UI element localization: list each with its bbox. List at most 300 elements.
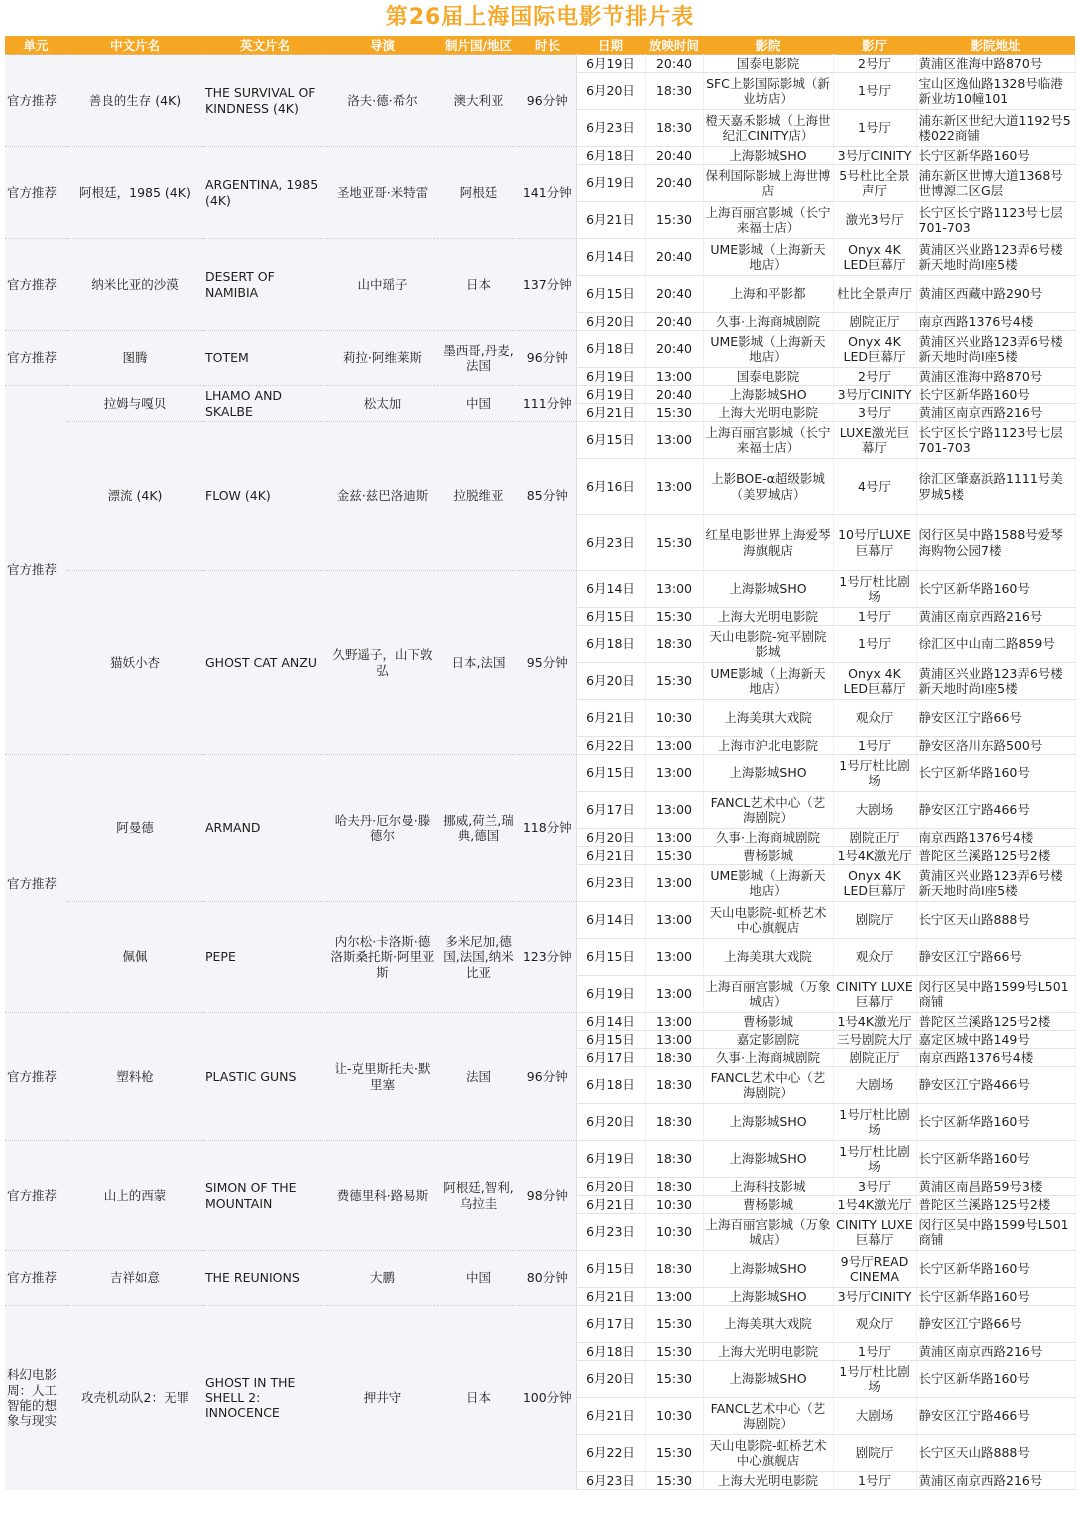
cinema-cell: 上海美琪大戏院 (703, 1306, 833, 1343)
time-cell: 20:40 (645, 55, 703, 73)
time-cell: 13:00 (645, 792, 703, 829)
cinema-cell: 上海百丽宫影城（长宁来福士店） (703, 422, 833, 459)
cinema-cell: 保利国际影城上海世博店 (703, 165, 833, 202)
cinema-cell: 天山电影院-虹桥艺术中心旗舰店 (703, 902, 833, 939)
time-cell: 15:30 (645, 202, 703, 239)
time-cell: 15:30 (645, 847, 703, 865)
hall-cell: Onyx 4K LED巨幕厅 (833, 239, 916, 276)
unit-cell: 官方推荐 (5, 331, 67, 386)
date-cell: 6月19日 (576, 368, 645, 386)
country-cell: 阿根廷,智利,乌拉圭 (438, 1141, 519, 1251)
country-cell: 中国 (438, 1251, 519, 1306)
cinema-cell: 上海美琪大戏院 (703, 939, 833, 976)
cinema-cell: 上海影城SHO (703, 1141, 833, 1178)
cinema-cell: 上海影城SHO (703, 1288, 833, 1306)
director-cell: 久野遥子，山下敦弘 (327, 571, 438, 755)
date-cell: 6月18日 (576, 147, 645, 165)
duration-cell: 123分钟 (519, 902, 576, 1013)
col-country: 制片国/地区 (438, 36, 519, 55)
address-cell: 静安区江宁路466号 (916, 1398, 1075, 1435)
time-cell: 20:40 (645, 276, 703, 313)
cinema-cell: 红星电影世界上海爱琴海旗舰店 (703, 515, 833, 571)
time-cell: 18:30 (645, 1104, 703, 1141)
cinema-cell: 橙天嘉禾影城（上海世纪汇CINITY店） (703, 110, 833, 147)
address-cell: 浦东新区世纪大道1192号5楼022商铺 (916, 110, 1075, 147)
address-cell: 闵行区吴中路1599号L501商铺 (916, 1214, 1075, 1251)
director-cell: 大鹏 (327, 1251, 438, 1306)
director-cell: 让-克里斯托夫·默里塞 (327, 1013, 438, 1141)
date-cell: 6月22日 (576, 1435, 645, 1472)
hall-cell: Onyx 4K LED巨幕厅 (833, 331, 916, 368)
schedule-body (5, 55, 1075, 1490)
col-time: 放映时间 (645, 36, 703, 55)
date-cell: 6月16日 (576, 459, 645, 515)
director-cell: 哈夫丹·厄尔曼·滕德尔 (327, 755, 438, 902)
director-cell: 松太加 (327, 386, 438, 422)
date-cell: 6月21日 (576, 404, 645, 422)
time-cell: 18:30 (645, 1067, 703, 1104)
time-cell: 20:40 (645, 239, 703, 276)
address-cell: 普陀区兰溪路125号2楼 (916, 1196, 1075, 1214)
hall-cell: 1号厅 (833, 1472, 916, 1490)
screening-row (5, 331, 1075, 368)
hall-cell: 1号厅杜比剧场 (833, 755, 916, 792)
address-cell: 黄浦区淮海中路870号 (916, 55, 1075, 73)
address-cell: 宝山区逸仙路1328号临港新业坊10幢101 (916, 73, 1075, 110)
address-cell: 黄浦区南京西路216号 (916, 404, 1075, 422)
cinema-cell: 上海影城SHO (703, 1361, 833, 1398)
duration-cell: 141分钟 (519, 147, 576, 239)
cinema-cell: 上海市沪北电影院 (703, 737, 833, 755)
duration-cell: 111分钟 (519, 386, 576, 422)
address-cell: 黄浦区南京西路216号 (916, 1472, 1075, 1490)
time-cell: 13:00 (645, 976, 703, 1013)
date-cell: 6月14日 (576, 239, 645, 276)
cinema-cell: 上海大光明电影院 (703, 404, 833, 422)
time-cell: 18:30 (645, 1049, 703, 1067)
cinema-cell: 上海影城SHO (703, 1104, 833, 1141)
date-cell: 6月23日 (576, 865, 645, 902)
address-cell: 浦东新区世博大道1368号世博源二区G层 (916, 165, 1075, 202)
director-cell: 押井守 (327, 1306, 438, 1490)
address-cell: 长宁区新华路160号 (916, 147, 1075, 165)
date-cell: 6月23日 (576, 515, 645, 571)
address-cell: 黄浦区南京西路216号 (916, 608, 1075, 626)
date-cell: 6月15日 (576, 1031, 645, 1049)
address-cell: 长宁区新华路160号 (916, 755, 1075, 792)
cinema-cell: 上海影城SHO (703, 1251, 833, 1288)
duration-cell: 96分钟 (519, 55, 576, 147)
address-cell: 黄浦区淮海中路870号 (916, 368, 1075, 386)
film-title-cn: 塑料枪 (67, 1013, 203, 1141)
time-cell: 20:40 (645, 331, 703, 368)
film-title-cn: 攻壳机动队2：无罪 (67, 1306, 203, 1490)
duration-cell: 98分钟 (519, 1141, 576, 1251)
cinema-cell: 上海影城SHO (703, 147, 833, 165)
hall-cell: 剧院厅 (833, 902, 916, 939)
cinema-cell: UME影城（上海新天地店） (703, 239, 833, 276)
film-title-en: GHOST CAT ANZU (203, 571, 327, 755)
hall-cell: 杜比全景声厅 (833, 276, 916, 313)
date-cell: 6月21日 (576, 847, 645, 865)
cinema-cell: 嘉定影剧院 (703, 1031, 833, 1049)
cinema-cell: 上海科技影城 (703, 1178, 833, 1196)
date-cell: 6月20日 (576, 1104, 645, 1141)
film-title-cn: 图腾 (67, 331, 203, 386)
cinema-cell: FANCL艺术中心（艺海剧院） (703, 792, 833, 829)
cinema-cell: 久事·上海商城剧院 (703, 1049, 833, 1067)
film-title-en: FLOW (4K) (203, 422, 327, 571)
address-cell: 静安区江宁路66号 (916, 700, 1075, 737)
date-cell: 6月23日 (576, 1214, 645, 1251)
country-cell: 日本,法国 (438, 571, 519, 755)
time-cell: 13:00 (645, 368, 703, 386)
duration-cell: 80分钟 (519, 1251, 576, 1306)
date-cell: 6月17日 (576, 1306, 645, 1343)
time-cell: 10:30 (645, 1398, 703, 1435)
film-title-en: LHAMO AND SKALBE (203, 386, 327, 422)
hall-cell: 1号4K激光厅 (833, 1013, 916, 1031)
date-cell: 6月19日 (576, 976, 645, 1013)
film-title-cn: 拉姆与嘎贝 (67, 386, 203, 422)
address-cell: 静安区洛川东路500号 (916, 737, 1075, 755)
film-title-cn: 善良的生存 (4K) (67, 55, 203, 147)
col-cn-title: 中文片名 (67, 36, 203, 55)
col-date: 日期 (576, 36, 645, 55)
hall-cell: 4号厅 (833, 459, 916, 515)
address-cell: 长宁区天山路888号 (916, 902, 1075, 939)
film-title-cn: 纳米比亚的沙漠 (67, 239, 203, 331)
film-title-en: ARGENTINA, 1985 (4K) (203, 147, 327, 239)
film-title-en: ARMAND (203, 755, 327, 902)
duration-cell: 137分钟 (519, 239, 576, 331)
cinema-cell: 久事·上海商城剧院 (703, 829, 833, 847)
screening-row (5, 755, 1075, 792)
date-cell: 6月15日 (576, 608, 645, 626)
director-cell: 内尔松·卡洛斯·德洛斯桑托斯·阿里亚斯 (327, 902, 438, 1013)
date-cell: 6月14日 (576, 1013, 645, 1031)
country-cell: 日本 (438, 239, 519, 331)
date-cell: 6月23日 (576, 110, 645, 147)
date-cell: 6月19日 (576, 386, 645, 404)
date-cell: 6月15日 (576, 422, 645, 459)
address-cell: 南京西路1376号4楼 (916, 313, 1075, 331)
cinema-cell: 国泰电影院 (703, 368, 833, 386)
date-cell: 6月20日 (576, 313, 645, 331)
hall-cell: 激光3号厅 (833, 202, 916, 239)
address-cell: 黄浦区西藏中路290号 (916, 276, 1075, 313)
time-cell: 13:00 (645, 459, 703, 515)
cinema-cell: 上海百丽宫影城（长宁来福士店） (703, 202, 833, 239)
hall-cell: 3号厅 (833, 404, 916, 422)
cinema-cell: 上海百丽宫影城（万象城店） (703, 976, 833, 1013)
time-cell: 10:30 (645, 1214, 703, 1251)
duration-cell: 96分钟 (519, 1013, 576, 1141)
screening-row (5, 422, 1075, 459)
address-cell: 普陀区兰溪路125号2楼 (916, 1013, 1075, 1031)
address-cell: 长宁区天山路888号 (916, 1435, 1075, 1472)
address-cell: 闵行区吴中路1588号爱琴海购物公园7楼 (916, 515, 1075, 571)
address-cell: 南京西路1376号4楼 (916, 1049, 1075, 1067)
date-cell: 6月15日 (576, 1251, 645, 1288)
page-title: 第26届上海国际电影节排片表 (385, 5, 695, 30)
hall-cell: CINITY LUXE巨幕厅 (833, 976, 916, 1013)
address-cell: 南京西路1376号4楼 (916, 829, 1075, 847)
hall-cell: 3号厅CINITY (833, 386, 916, 404)
cinema-cell: UME影城（上海新天地店） (703, 663, 833, 700)
date-cell: 6月21日 (576, 700, 645, 737)
address-cell: 黄浦区南京西路216号 (916, 1343, 1075, 1361)
country-cell: 澳大利亚 (438, 55, 519, 147)
address-cell: 黄浦区兴业路123弄6号楼新天地时尚I座5楼 (916, 239, 1075, 276)
hall-cell: 1号4K激光厅 (833, 1196, 916, 1214)
address-cell: 徐汇区肇嘉浜路1111号美罗城5楼 (916, 459, 1075, 515)
time-cell: 13:00 (645, 571, 703, 608)
time-cell: 13:00 (645, 1288, 703, 1306)
hall-cell: 2号厅 (833, 368, 916, 386)
date-cell: 6月21日 (576, 1288, 645, 1306)
time-cell: 15:30 (645, 1472, 703, 1490)
date-cell: 6月18日 (576, 626, 645, 663)
date-cell: 6月14日 (576, 902, 645, 939)
film-title-cn: 山上的西蒙 (67, 1141, 203, 1251)
hall-cell: 3号厅CINITY (833, 1288, 916, 1306)
film-title-cn: 阿根廷，1985 (4K) (67, 147, 203, 239)
unit-cell: 官方推荐 (5, 755, 67, 1013)
time-cell: 20:40 (645, 313, 703, 331)
col-unit: 单元 (5, 36, 67, 55)
hall-cell: 观众厅 (833, 939, 916, 976)
unit-cell: 官方推荐 (5, 239, 67, 331)
hall-cell: 10号厅LUXE巨幕厅 (833, 515, 916, 571)
hall-cell: CINITY LUXE巨幕厅 (833, 1214, 916, 1251)
director-cell: 莉拉·阿维莱斯 (327, 331, 438, 386)
film-title-cn: 漂流 (4K) (67, 422, 203, 571)
time-cell: 15:30 (645, 1306, 703, 1343)
unit-cell: 官方推荐 (5, 1013, 67, 1141)
address-cell: 普陀区兰溪路125号2楼 (916, 847, 1075, 865)
cinema-cell: 曹杨影城 (703, 847, 833, 865)
address-cell: 黄浦区兴业路123弄6号楼新天地时尚I座5楼 (916, 331, 1075, 368)
director-cell: 费德里科·路易斯 (327, 1141, 438, 1251)
time-cell: 15:30 (645, 1343, 703, 1361)
cinema-cell: 上海影城SHO (703, 755, 833, 792)
hall-cell: 1号厅 (833, 1343, 916, 1361)
screening-row (5, 1306, 1075, 1343)
film-title-en: PLASTIC GUNS (203, 1013, 327, 1141)
time-cell: 18:30 (645, 1251, 703, 1288)
date-cell: 6月19日 (576, 165, 645, 202)
hall-cell: 1号厅 (833, 626, 916, 663)
time-cell: 13:00 (645, 902, 703, 939)
country-cell: 墨西哥,丹麦,法国 (438, 331, 519, 386)
date-cell: 6月17日 (576, 1049, 645, 1067)
address-cell: 长宁区新华路160号 (916, 1251, 1075, 1288)
date-cell: 6月17日 (576, 792, 645, 829)
country-cell: 中国 (438, 386, 519, 422)
address-cell: 长宁区长宁路1123号七层701-703 (916, 202, 1075, 239)
unit-cell: 官方推荐 (5, 55, 67, 147)
duration-cell: 118分钟 (519, 755, 576, 902)
date-cell: 6月15日 (576, 755, 645, 792)
hall-cell: 剧院正厅 (833, 829, 916, 847)
date-cell: 6月20日 (576, 663, 645, 700)
film-title-en: THE SURVIVAL OF KINDNESS (4K) (203, 55, 327, 147)
duration-cell: 96分钟 (519, 331, 576, 386)
hall-cell: 剧院正厅 (833, 1049, 916, 1067)
hall-cell: 3号厅CINITY (833, 147, 916, 165)
cinema-cell: FANCL艺术中心（艺海剧院） (703, 1067, 833, 1104)
col-cinema: 影院 (703, 36, 833, 55)
hall-cell: 大剧场 (833, 1067, 916, 1104)
cinema-cell: 上海百丽宫影城（万象城店） (703, 1214, 833, 1251)
time-cell: 13:00 (645, 829, 703, 847)
address-cell: 长宁区新华路160号 (916, 1361, 1075, 1398)
screening-row (5, 1013, 1075, 1031)
date-cell: 6月15日 (576, 276, 645, 313)
unit-cell: 科幻电影周：人工智能的想象与现实 (5, 1306, 67, 1490)
cinema-cell: 上海和平影都 (703, 276, 833, 313)
address-cell: 长宁区长宁路1123号七层701-703 (916, 422, 1075, 459)
cinema-cell: 曹杨影城 (703, 1196, 833, 1214)
film-title-cn: 阿曼德 (67, 755, 203, 902)
time-cell: 15:30 (645, 404, 703, 422)
date-cell: 6月18日 (576, 331, 645, 368)
director-cell: 山中瑶子 (327, 239, 438, 331)
date-cell: 6月22日 (576, 737, 645, 755)
director-cell: 洛夫·德·希尔 (327, 55, 438, 147)
director-cell: 金兹·兹巴洛迪斯 (327, 422, 438, 571)
hall-cell: 1号厅杜比剧场 (833, 1104, 916, 1141)
unit-cell: 官方推荐 (5, 1251, 67, 1306)
time-cell: 13:00 (645, 422, 703, 459)
hall-cell: 观众厅 (833, 1306, 916, 1343)
cinema-cell: 上海美琪大戏院 (703, 700, 833, 737)
address-cell: 长宁区新华路160号 (916, 1288, 1075, 1306)
film-title-en: GHOST IN THE SHELL 2: INNOCENCE (203, 1306, 327, 1490)
col-hall: 影厅 (833, 36, 916, 55)
cinema-cell: SFC上影国际影城（新业坊店） (703, 73, 833, 110)
unit-cell: 官方推荐 (5, 1141, 67, 1251)
cinema-cell: 上海影城SHO (703, 386, 833, 404)
col-director: 导演 (327, 36, 438, 55)
cinema-cell: UME影城（上海新天地店） (703, 331, 833, 368)
address-cell: 徐汇区中山南二路859号 (916, 626, 1075, 663)
hall-cell: 剧院正厅 (833, 313, 916, 331)
time-cell: 10:30 (645, 1196, 703, 1214)
address-cell: 黄浦区南昌路59号3楼 (916, 1178, 1075, 1196)
country-cell: 挪威,荷兰,瑞典,德国 (438, 755, 519, 902)
unit-cell: 官方推荐 (5, 147, 67, 239)
time-cell: 20:40 (645, 165, 703, 202)
address-cell: 静安区江宁路66号 (916, 1306, 1075, 1343)
country-cell: 拉脱维亚 (438, 422, 519, 571)
screening-row (5, 1141, 1075, 1178)
hall-cell: 9号厅READ CINEMA (833, 1251, 916, 1288)
time-cell: 13:00 (645, 1031, 703, 1049)
time-cell: 13:00 (645, 755, 703, 792)
col-duration: 时长 (519, 36, 576, 55)
address-cell: 长宁区新华路160号 (916, 1141, 1075, 1178)
cinema-cell: 久事·上海商城剧院 (703, 313, 833, 331)
time-cell: 18:30 (645, 1141, 703, 1178)
film-title-cn: 吉祥如意 (67, 1251, 203, 1306)
address-cell: 静安区江宁路466号 (916, 792, 1075, 829)
country-cell: 多米尼加,德国,法国,纳米比亚 (438, 902, 519, 1013)
time-cell: 15:30 (645, 1361, 703, 1398)
hall-cell: 3号厅 (833, 1178, 916, 1196)
address-cell: 长宁区新华路160号 (916, 571, 1075, 608)
hall-cell: 观众厅 (833, 700, 916, 737)
address-cell: 长宁区新华路160号 (916, 386, 1075, 404)
time-cell: 18:30 (645, 1178, 703, 1196)
date-cell: 6月15日 (576, 939, 645, 976)
screening-row (5, 386, 1075, 404)
director-cell: 圣地亚哥·米特雷 (327, 147, 438, 239)
address-cell: 静安区江宁路66号 (916, 939, 1075, 976)
date-cell: 6月18日 (576, 1067, 645, 1104)
film-title-en: THE REUNIONS (203, 1251, 327, 1306)
header-row (5, 36, 1075, 55)
date-cell: 6月19日 (576, 1141, 645, 1178)
hall-cell: 1号厅 (833, 73, 916, 110)
time-cell: 20:40 (645, 386, 703, 404)
address-cell: 长宁区新华路160号 (916, 1104, 1075, 1141)
time-cell: 18:30 (645, 110, 703, 147)
cinema-cell: 上海大光明电影院 (703, 1472, 833, 1490)
film-title-en: SIMON OF THE MOUNTAIN (203, 1141, 327, 1251)
cinema-cell: 曹杨影城 (703, 1013, 833, 1031)
hall-cell: 1号厅杜比剧场 (833, 571, 916, 608)
hall-cell: 剧院厅 (833, 1435, 916, 1472)
address-cell: 静安区江宁路466号 (916, 1067, 1075, 1104)
screening-row (5, 902, 1075, 939)
schedule-table (5, 36, 1076, 1490)
cinema-cell: 上影BOE-α超级影城（美罗城店） (703, 459, 833, 515)
date-cell: 6月20日 (576, 73, 645, 110)
screening-row (5, 239, 1075, 276)
film-title-en: DESERT OF NAMIBIA (203, 239, 327, 331)
screening-row (5, 1251, 1075, 1288)
time-cell: 18:30 (645, 73, 703, 110)
country-cell: 法国 (438, 1013, 519, 1141)
country-cell: 阿根廷 (438, 147, 519, 239)
hall-cell: Onyx 4K LED巨幕厅 (833, 663, 916, 700)
film-title-cn: 猫妖小杏 (67, 571, 203, 755)
address-cell: 嘉定区城中路149号 (916, 1031, 1075, 1049)
cinema-cell: 上海影城SHO (703, 571, 833, 608)
date-cell: 6月20日 (576, 1361, 645, 1398)
time-cell: 15:30 (645, 663, 703, 700)
hall-cell: 1号厅 (833, 608, 916, 626)
duration-cell: 95分钟 (519, 571, 576, 755)
col-address: 影院地址 (916, 36, 1075, 55)
cinema-cell: UME影城（上海新天地店） (703, 865, 833, 902)
cinema-cell: 上海大光明电影院 (703, 608, 833, 626)
hall-cell: Onyx 4K LED巨幕厅 (833, 865, 916, 902)
film-title-en: PEPE (203, 902, 327, 1013)
unit-cell: 官方推荐 (5, 386, 67, 755)
cinema-cell: 天山电影院-宛平剧院影城 (703, 626, 833, 663)
time-cell: 15:30 (645, 515, 703, 571)
address-cell: 黄浦区兴业路123弄6号楼新天地时尚I座5楼 (916, 663, 1075, 700)
hall-cell: 2号厅 (833, 55, 916, 73)
time-cell: 13:00 (645, 939, 703, 976)
date-cell: 6月21日 (576, 1398, 645, 1435)
address-cell: 黄浦区兴业路123弄6号楼新天地时尚I座5楼 (916, 865, 1075, 902)
hall-cell: 1号厅杜比剧场 (833, 1361, 916, 1398)
hall-cell: 1号厅 (833, 110, 916, 147)
